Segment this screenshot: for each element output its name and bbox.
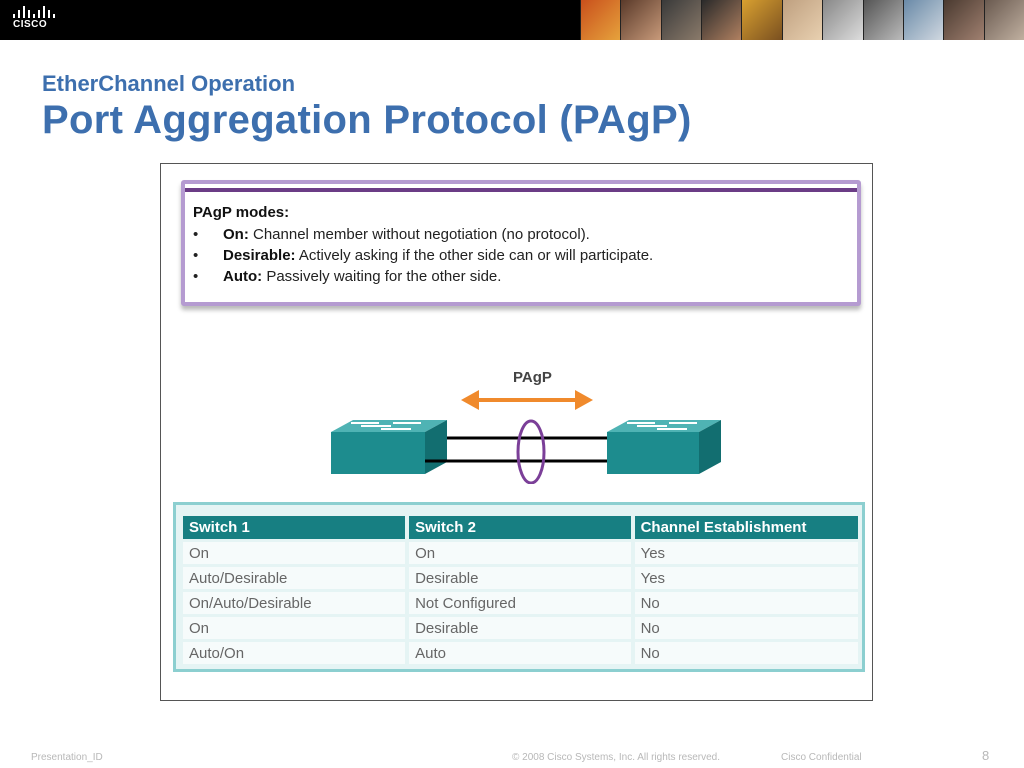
mode-description: Channel member without negotiation (no protocol). xyxy=(248,226,590,243)
etherchannel-bundle-icon xyxy=(518,421,544,483)
channel-table-panel xyxy=(173,502,865,672)
top-banner xyxy=(0,0,1024,40)
table-cell: Yes xyxy=(635,542,858,564)
table-cell: Not Configured xyxy=(409,592,630,614)
table-cell: Yes xyxy=(635,567,858,589)
table-row xyxy=(183,542,858,564)
mode-item-desirable xyxy=(193,245,653,266)
mode-term: Desirable: xyxy=(223,247,296,264)
cisco-logo-text: CISCO xyxy=(13,19,48,30)
table-cell: Desirable xyxy=(409,567,630,589)
column-header: Switch 2 xyxy=(409,516,630,539)
cisco-logo-bars xyxy=(12,6,58,18)
bullet-icon: • xyxy=(193,247,199,264)
mode-description: Passively waiting for the other side. xyxy=(262,268,502,285)
table-row xyxy=(183,642,858,664)
copyright-notice: © 2008 Cisco Systems, Inc. All rights reserved. xyxy=(512,752,721,763)
table-row xyxy=(183,592,858,614)
table-cell: On xyxy=(183,542,405,564)
figure-panel xyxy=(160,163,873,701)
modes-list xyxy=(193,224,653,287)
modes-heading: PAgP modes: xyxy=(193,204,290,221)
switch-2-icon xyxy=(607,420,721,474)
cisco-logo xyxy=(12,6,60,34)
table-cell: On xyxy=(409,542,630,564)
mode-item-auto xyxy=(193,266,653,287)
table-cell: No xyxy=(635,617,858,639)
switch-1-icon xyxy=(331,420,447,474)
mode-item-on xyxy=(193,224,653,245)
pagp-diagram-label: PAgP xyxy=(513,369,552,386)
confidential-label: Cisco Confidential xyxy=(781,752,862,763)
page-number: 8 xyxy=(982,748,990,763)
bidirectional-arrow-icon xyxy=(461,390,593,410)
slide-subtitle: EtherChannel Operation xyxy=(42,71,296,96)
slide-title: Port Aggregation Protocol (PAgP) xyxy=(42,98,692,142)
table-cell: No xyxy=(635,642,858,664)
photo-strip xyxy=(580,0,1024,40)
modes-box-accent-line xyxy=(185,188,857,192)
table-header-row xyxy=(183,516,858,539)
table-row xyxy=(183,617,858,639)
bullet-icon: • xyxy=(193,226,199,243)
bullet-icon: • xyxy=(193,268,199,285)
pagp-modes-box xyxy=(181,180,861,306)
column-header: Channel Establishment xyxy=(635,516,858,539)
channel-establishment-table xyxy=(179,513,862,667)
table-cell: On/Auto/Desirable xyxy=(183,592,405,614)
presentation-id: Presentation_ID xyxy=(31,752,103,763)
table-cell: Auto/Desirable xyxy=(183,567,405,589)
mode-term: On: xyxy=(223,226,249,243)
etherchannel-diagram xyxy=(321,374,721,484)
table-row xyxy=(183,567,858,589)
table-cell: Auto/On xyxy=(183,642,405,664)
table-cell: No xyxy=(635,592,858,614)
mode-description: Actively asking if the other side can or will participate. xyxy=(295,247,654,264)
mode-term: Auto: xyxy=(223,268,263,285)
table-cell: Auto xyxy=(409,642,630,664)
table-cell: On xyxy=(183,617,405,639)
table-cell: Desirable xyxy=(409,617,630,639)
column-header: Switch 1 xyxy=(183,516,405,539)
